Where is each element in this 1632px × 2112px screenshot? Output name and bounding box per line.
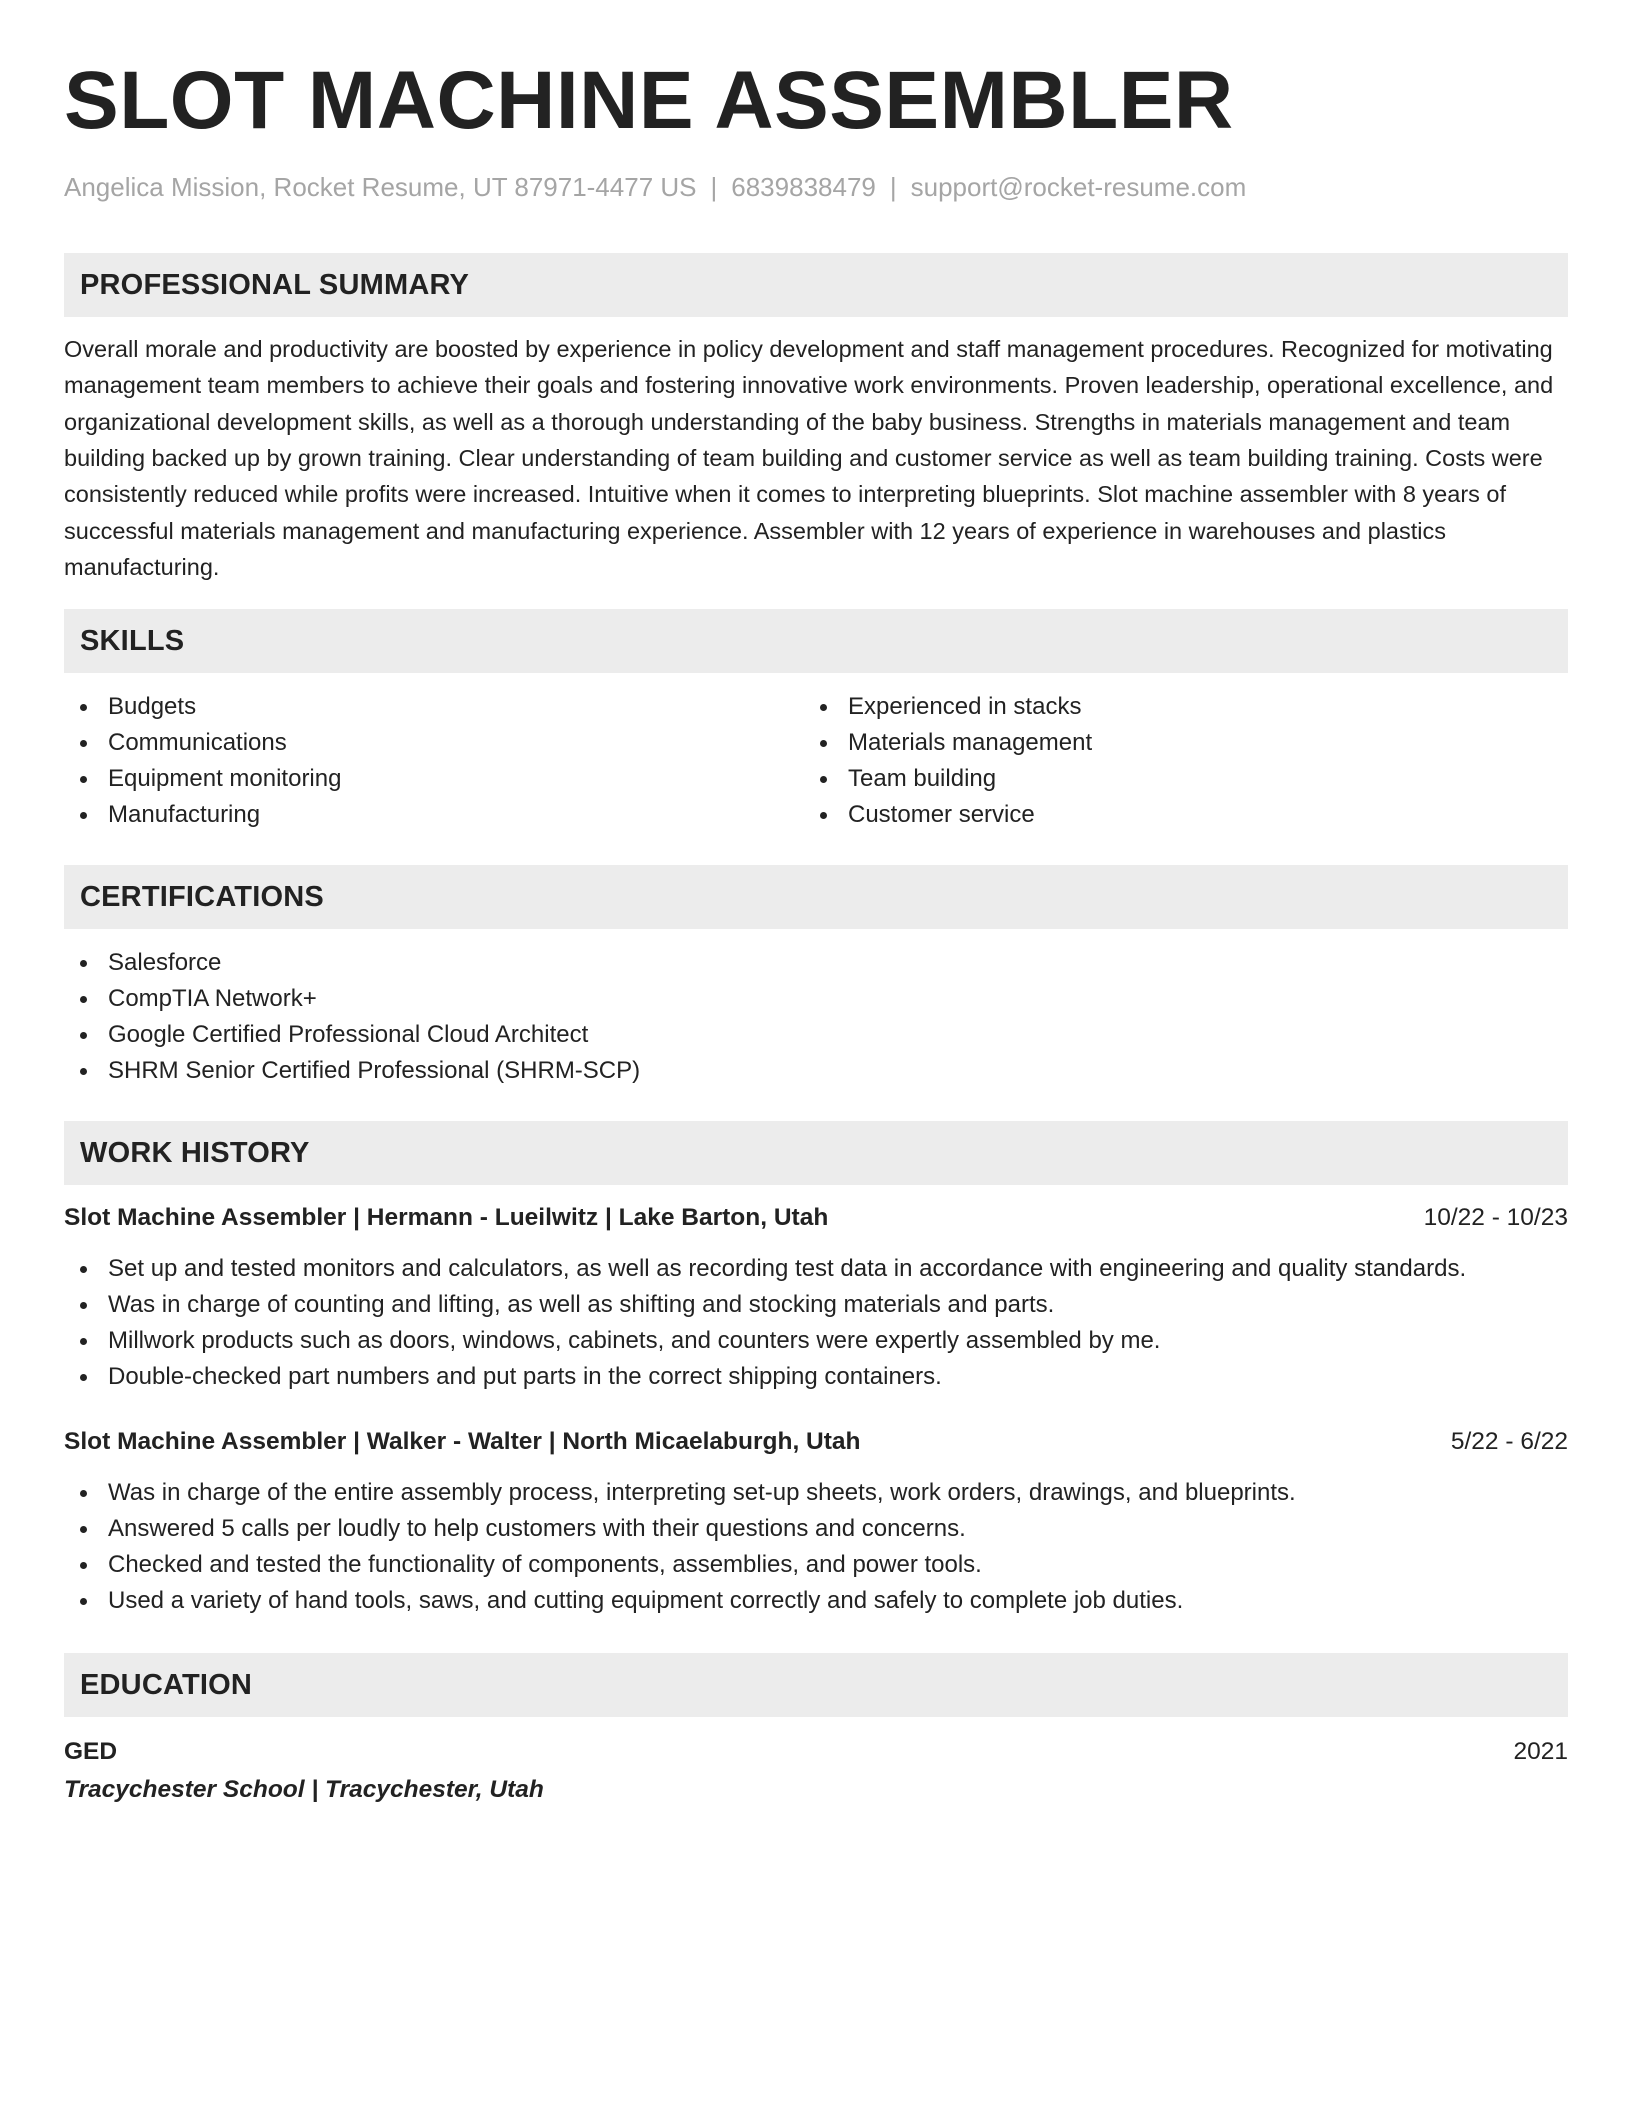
skill-item: Experienced in stacks [804,689,1544,725]
education-section [64,1653,1568,1807]
certifications-list [64,945,1568,1089]
skill-item: Communications [64,725,804,761]
job-bullet: Double-checked part numbers and put parts in the correct shipping containers. [64,1359,1568,1395]
skill-item: Equipment monitoring [64,761,804,797]
certifications-section [64,865,1568,1089]
job-entry [64,1201,1568,1395]
work-history-heading: WORK HISTORY [64,1121,1568,1185]
job-bullet: Checked and tested the functionality of components, assemblies, and power tools. [64,1547,1568,1583]
education-school: Tracychester School | Tracychester, Utah [64,1776,544,1804]
certification-item: Salesforce [64,945,1568,981]
job-bullet: Answered 5 calls per loudly to help customers with their questions and concerns. [64,1511,1568,1547]
summary-text: Overall morale and productivity are boosted by experience in policy development and staff management procedures. Recognized for motivating management team members to achieve their goals and fostering innovative work environments. Proven leadership, operational excellence, and organizational development skills, as well as a thorough understanding of the baby business. Strengths in materials management and team building backed up by grown training. Clear understanding of team building and customer service as well as team building training. Costs were consistently reduced while profits were increased. Intuitive when it comes to interpreting blueprints. Slot machine assembler with 8 years of successful materials management and manufacturing experience. Assembler with 12 years of experience in warehouses and plastics manufacturing. [64,336,1554,580]
job-entry [64,1425,1568,1619]
job-title: Slot Machine Assembler | Hermann - Lueilwitz | Lake Barton, Utah [64,1204,829,1232]
job-bullets [64,1251,1568,1395]
skill-item: Materials management [804,725,1544,761]
job-bullet: Was in charge of counting and lifting, as well as shifting and stocking materials and parts. [64,1287,1568,1323]
skills-heading: SKILLS [64,609,1568,673]
skill-item: Budgets [64,689,804,725]
skills-list-right [804,689,1544,833]
job-dates: 5/22 - 6/22 [1450,1428,1568,1456]
contact-separator: | [710,172,718,202]
work-history-section [64,1121,1568,1619]
job-header [64,1201,1568,1235]
job-bullet: Set up and tested monitors and calculators, as well as recording test data in accordance with engineering and quality standards. [64,1251,1568,1287]
contact-address: Angelica Mission, Rocket Resume, UT 87971-4477 US [64,172,697,202]
education-header [64,1735,1568,1769]
education-heading: EDUCATION [64,1653,1568,1717]
contact-phone: 6839838479 [731,172,876,202]
job-bullet: Was in charge of the entire assembly process, interpreting set-up sheets, work orders, drawings, and blueprints. [64,1475,1568,1511]
skill-item: Team building [804,761,1544,797]
summary-section [64,253,1568,585]
contact-separator: | [889,172,897,202]
skill-item: Manufacturing [64,797,804,833]
skills-section [64,609,1568,833]
skill-item: Customer service [804,797,1544,833]
contact-email: support@rocket-resume.com [910,172,1247,202]
certification-item: Google Certified Professional Cloud Architect [64,1017,1568,1053]
education-degree: GED [64,1738,118,1766]
certification-item: CompTIA Network+ [64,981,1568,1017]
skills-grid [64,689,1568,833]
job-header [64,1425,1568,1459]
job-title: Slot Machine Assembler | Walker - Walter | North Micaelaburgh, Utah [64,1428,861,1456]
job-bullet: Used a variety of hand tools, saws, and cutting equipment correctly and safely to complete job duties. [64,1583,1568,1619]
education-year: 2021 [1513,1738,1568,1766]
contact-line [64,172,1568,203]
job-dates: 10/22 - 10/23 [1423,1204,1568,1232]
skills-list-left [64,689,804,833]
certifications-heading: CERTIFICATIONS [64,865,1568,929]
job-bullets [64,1475,1568,1619]
job-bullet: Millwork products such as doors, windows, cabinets, and counters were expertly assembled by me. [64,1323,1568,1359]
resume-title: SLOT MACHINE ASSEMBLER [64,55,1234,146]
certification-item: SHRM Senior Certified Professional (SHRM-SCP) [64,1053,1568,1089]
summary-heading: PROFESSIONAL SUMMARY [64,253,1568,317]
